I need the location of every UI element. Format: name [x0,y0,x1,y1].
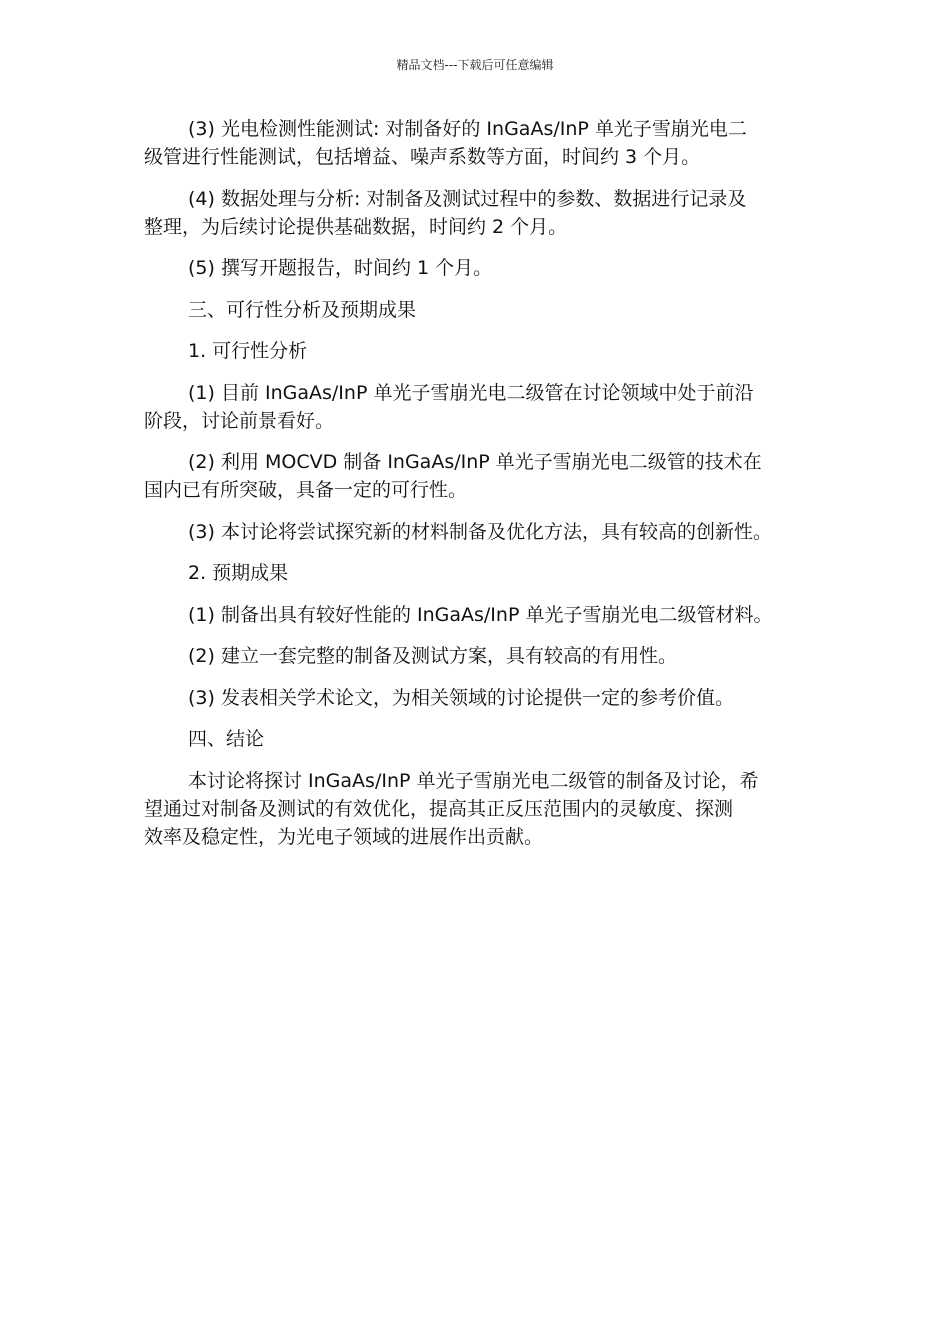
paragraph-result-2: (2) 建立一套完整的制备及测试方案，具有较高的有用性。 [188,645,677,667]
paragraph-test-plan-3: (3) 光电检测性能测试: 对制备好的 InGaAs/InP 单光子雪崩光电二 级管进行性能测试，包括增益、噪声系数等方面，时间约 3 个月。 [144,118,747,168]
paragraph-result-3: (3) 发表相关学术论文，为相关领域的讨论提供一定的参考价值。 [188,686,734,709]
paragraph-feasibility-1: (1) 目前 InGaAs/InP 单光子雪崩光电二级管在讨论领域中处于前沿 阶段，讨论前景看好。 [144,381,754,432]
paragraph-feasibility-2: (2) 利用 MOCVD 制备 InGaAs/InP 单光子雪崩光电二级管的技术在 国内已有所突破，具备一定的可行性。 [144,451,762,501]
section-heading-conclusion: 四、结论 [188,728,265,750]
subheading-feasibility-analysis: 1. 可行性分析 [188,340,308,362]
paragraph-feasibility-3: (3) 本讨论将尝试探究新的材料制备及优化方法，具有较高的创新性。 [188,520,772,543]
paragraph-test-plan-4: (4) 数据处理与分析: 对制备及测试过程中的参数、数据进行记录及 整理，为后续讨论提供基础数据，时间约 2 个月。 [144,187,747,238]
paragraph-result-1: (1) 制备出具有较好性能的 InGaAs/InP 单光子雪崩光电二级管材料。 [188,603,773,626]
paragraph-conclusion: 本讨论将探讨 InGaAs/InP 单光子雪崩光电二级管的制备及讨论，希 望通过对制备及测试的有效优化，提高其正反压范围内的灵敏度、探测 效率及稳定性，为光电子领域的进展作出贡献。 [144,769,759,848]
section-heading-feasibility: 三、可行性分析及预期成果 [188,298,417,321]
page-header: 精品文档---下载后可任意编辑 [396,58,554,72]
subheading-expected-results: 2. 预期成果 [188,562,289,584]
document-body [144,115,824,864]
paragraph-test-plan-5: (5) 撰写开题报告，时间约 1 个月。 [188,257,493,279]
